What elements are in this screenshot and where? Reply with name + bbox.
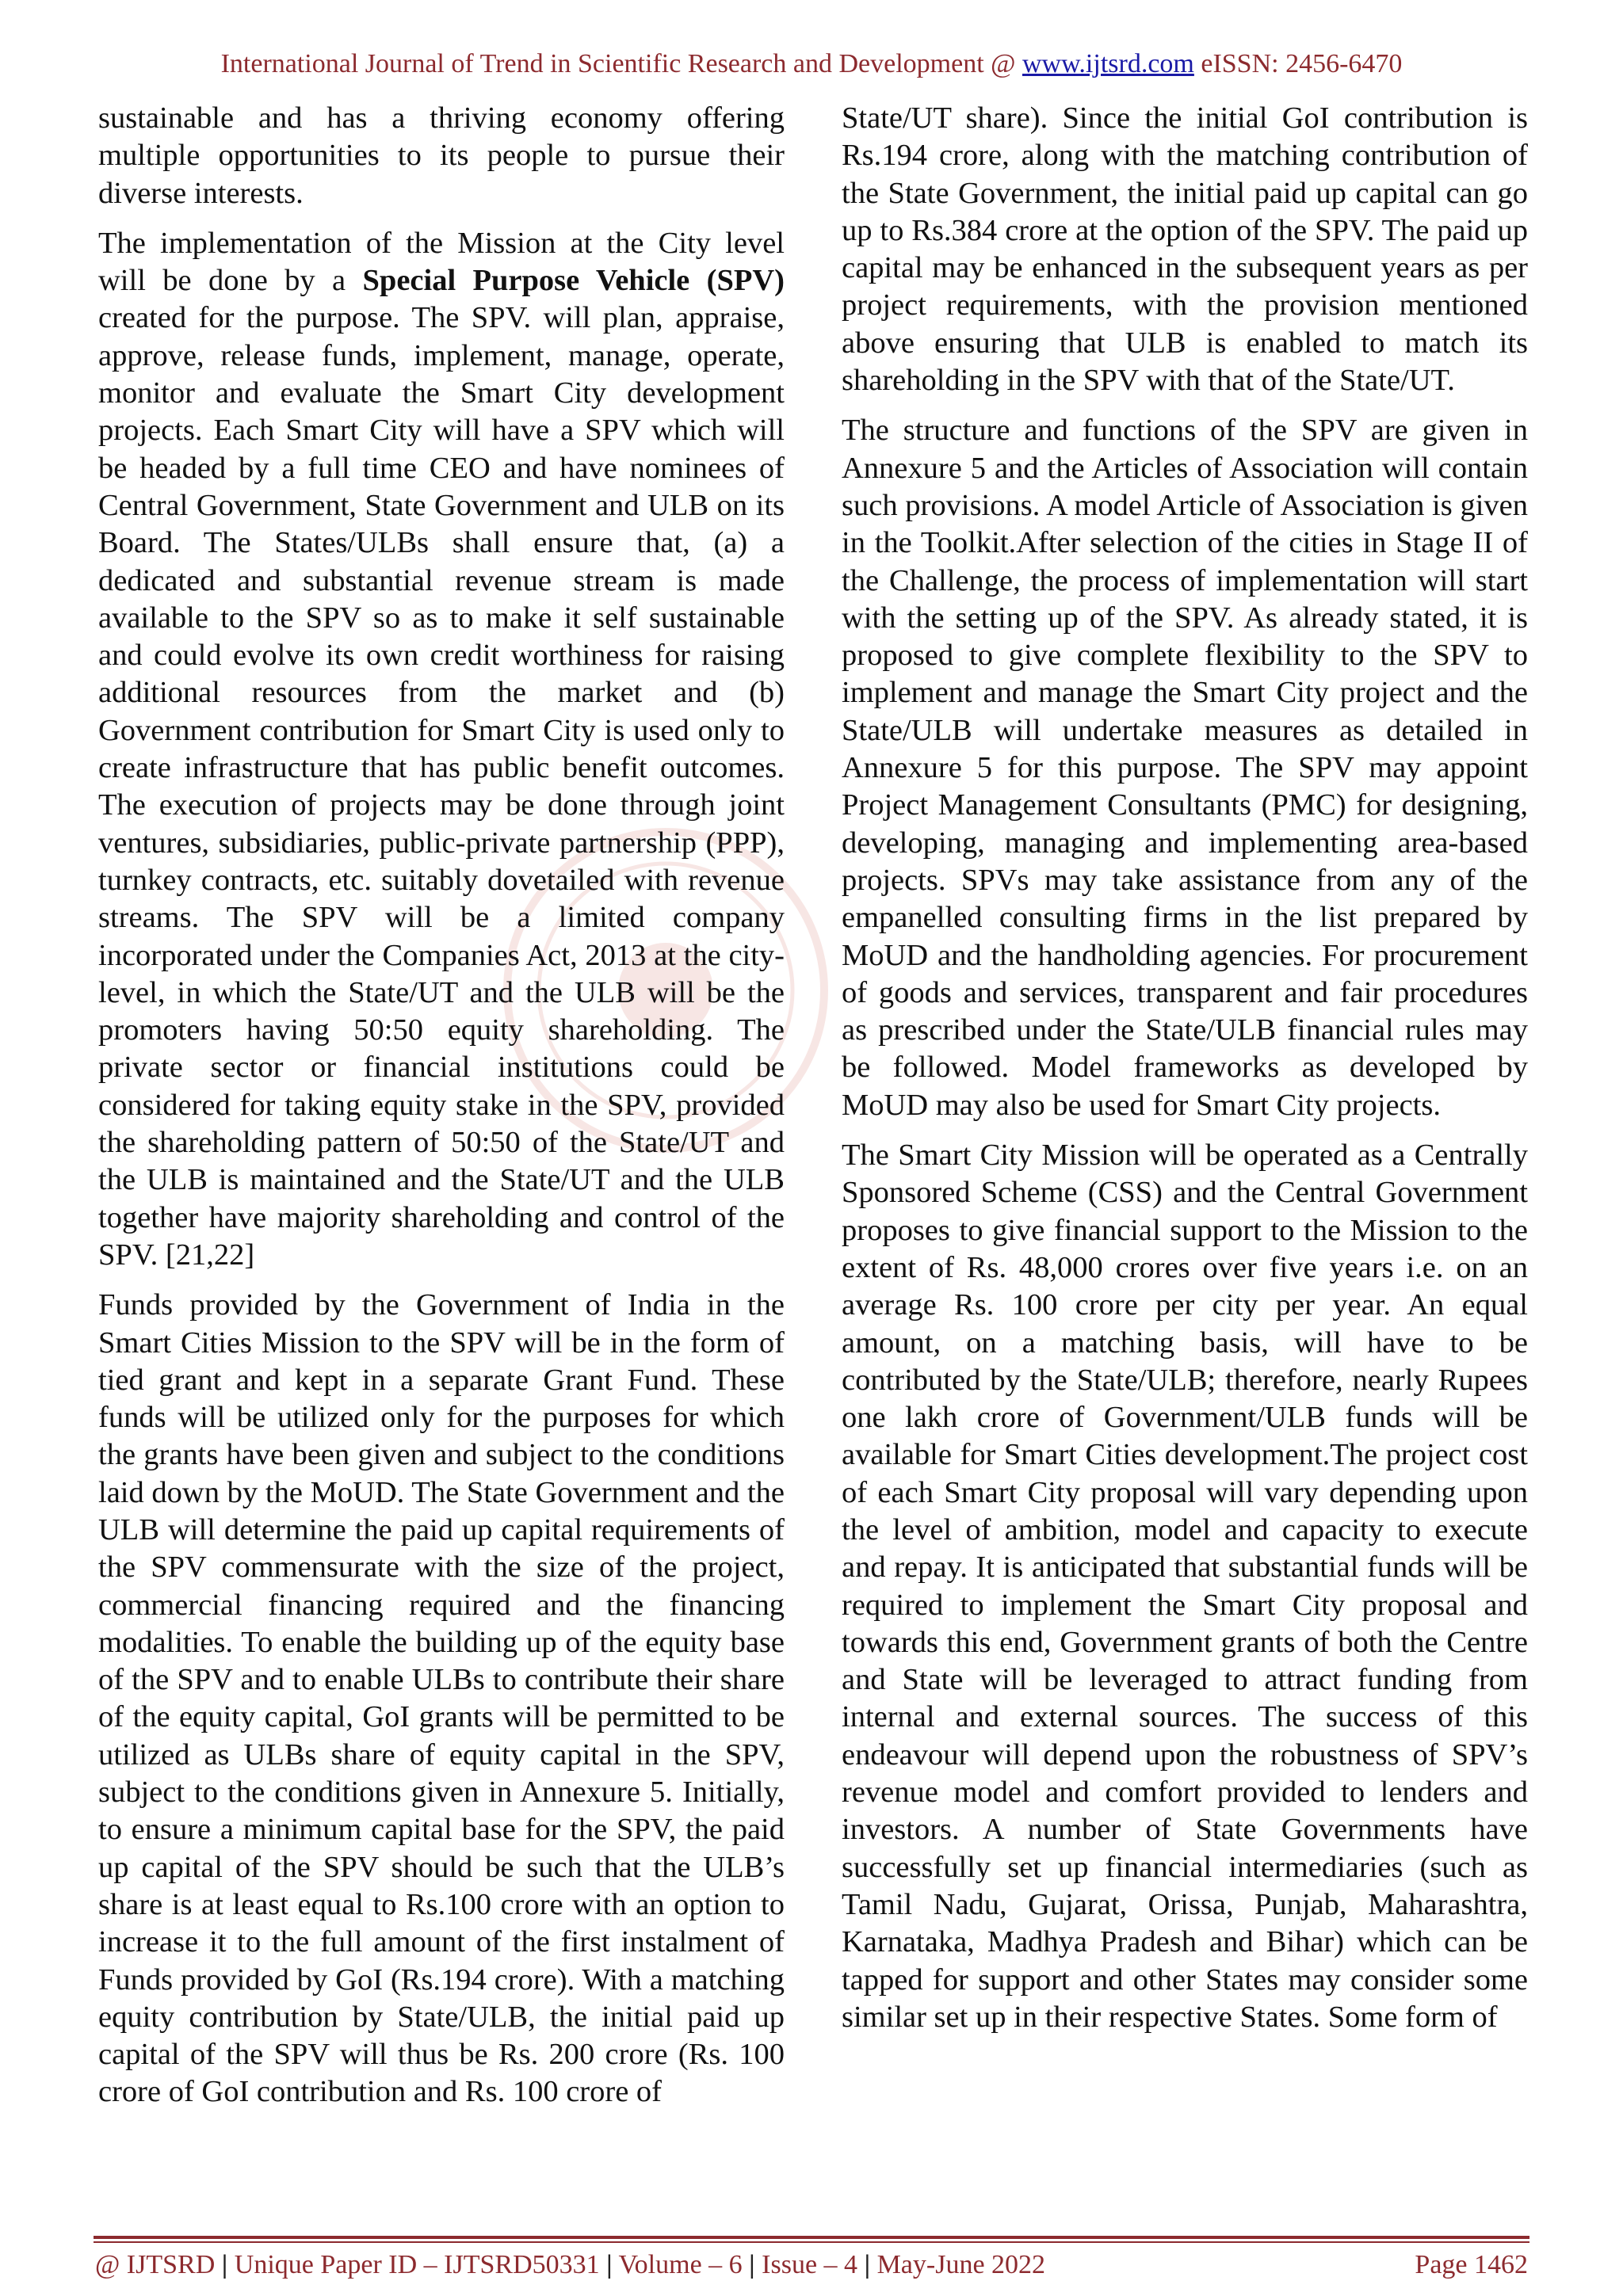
footer-separator: |	[864, 2250, 871, 2279]
paragraph: The structure and functions of the SPV are given in Annexure 5 and the Articles of Association will contain such provisions. A model Article of Association is given in the Toolkit.After selection of the cities in Stage II of the Challenge, the process of implementation will start with the setting up of the SPV. As already stated, it is proposed to give complete flexibility to the SPV to implement and manage the Smart City project and the State/ULB will undertake measures as detailed in Annexure 5 for this purpose. The SPV may appoint Project Management Consultants (PMC) for designing, developing, managing and implementing area-based projects. SPVs may take assistance from any of the empanelled consulting firms in the list prepared by MoUD and the handholding agencies. For procurement of goods and services, transparent and fair procedures as prescribed under the State/ULB financial rules may be followed. Model frameworks as developed by MoUD may also be used for Smart City projects.	[842, 414, 1528, 1122]
footer-divider	[94, 2236, 1529, 2239]
page-number: Page 1462	[1415, 2250, 1528, 2279]
paragraph: Funds provided by the Government of India in the Smart Cities Mission to the SPV will be in the form of tied grant and kept in a separate Grant Fund. These funds will be utilized only for the purposes for which the grants have been given and subject to the conditions laid down by the MoUD. The State Government and the ULB will determine the paid up capital requirements of the SPV commensurate with the size of the project, commercial financing required and the financing modalities. To enable the building up of the equity base of the SPV and to enable ULBs to contribute their share of the equity capital, GoI grants will be permitted to be utilized as ULBs share of equity capital in the SPV, subject to the conditions given in Annexure 5. Initially, to ensure a minimum capital base for the SPV, the paid up capital of the SPV should be such that the ULB’s share is at least equal to Rs.100 crore with an option to increase it to the full amount of the first instalment of Funds provided by GoI (Rs.194 crore). With a matching equity contribution by State/ULB, the initial paid up capital of the SPV will thus be Rs. 200 crore (Rs. 100 crore of GoI contribution and Rs. 100 crore of	[98, 1288, 785, 2109]
paragraph: State/UT share). Since the initial GoI contribution is Rs.194 crore, along with the matching contribution of the State Government, the initial paid up capital can go up to Rs.384 crore at the option of the SPV. The paid up capital may be enhanced in the subsequent years as per project requirements, with the provision mentioned above ensuring that ULB is enabled to match its shareholding in the SPV with that of the State/UT.	[842, 101, 1528, 398]
paragraph: The Smart City Mission will be operated as a Centrally Sponsored Scheme (CSS) and the Central Government proposes to give financial support to the Mission to the extent of Rs. 48,000 crores over five years i.e. on an average Rs. 100 crore per city per year. An equal amount, on a matching basis, will have to be contributed by the State/ULB; therefore, nearly Rupees one lakh crore of Government/ULB funds will be available for Smart Cities development.The project cost of each Smart City proposal will vary depending upon the level of ambition, model and capacity to execute and repay. It is anticipated that substantial funds will be required to implement the Smart City proposal and towards this end, Government grants of both the Centre and State will be leveraged to attract funding from internal and external sources. The success of this endeavour will depend upon the robustness of SPV’s revenue model and comfort provided to lenders and investors. A number of State Governments have successfully set up financial intermediaries (such as Tamil Nadu, Gujarat, Orissa, Punjab, Maharashtra, Karnataka, Madhya Pradesh and Bihar) which can be tapped for support and other States may consider some similar set up in their respective States. Some form of	[842, 1138, 1528, 2034]
footer-date: May-June 2022	[876, 2250, 1046, 2279]
footer-separator: |	[606, 2250, 613, 2279]
footer-separator: |	[749, 2250, 755, 2279]
footer-separator: |	[221, 2250, 228, 2279]
footer-divider	[94, 2241, 1529, 2243]
footer-volume: Volume – 6	[618, 2250, 743, 2279]
paragraph: The implementation of the Mission at the City level will be done by a Special Purpose Vehicle (SPV) created for the purpose. The SPV. will plan, appraise, approve, release funds, implement, manage, operate, monitor and evaluate the Smart City development projects. Each Smart City will have a SPV which will be headed by a full time CEO and have nominees of Central Government, State Government and ULB on its Board. The States/ULBs shall ensure that, (a) a dedicated and substantial revenue stream is made available to the SPV so as to make it self sustainable and could evolve its own credit worthiness for raising additional resources from the market and (b) Government contribution for Smart City is used only to create infrastructure that has public benefit outcomes. The execution of projects may be done through joint ventures, subsidiaries, public-private partnership (PPP), turnkey contracts, etc. suitably dovetailed with revenue streams. The SPV will be a limited company incorporated under the Companies Act, 2013 at the city-level, in which the State/UT and the ULB will be the promoters having 50:50 equity shareholding. The private sector or financial institutions could be considered for taking equity stake in the SPV, provided the shareholding pattern of 50:50 of the State/UT and the ULB is maintained and the State/UT and the ULB together have majority shareholding and control of the SPV. [21,22]	[98, 226, 785, 1272]
left-column	[98, 100, 785, 2124]
footer-paper-id: Unique Paper ID – IJTSRD50331	[234, 2250, 600, 2279]
journal-url-link[interactable]: www.ijtsrd.com	[1022, 49, 1194, 78]
journal-issn: eISSN: 2456-6470	[1201, 49, 1403, 78]
paragraph: sustainable and has a thriving economy offering multiple opportunities to its people to pursue their diverse interests.	[98, 101, 785, 210]
running-header	[0, 49, 1623, 79]
right-column	[842, 100, 1528, 2049]
footer-issue: Issue – 4	[762, 2250, 858, 2279]
journal-title: International Journal of Trend in Scientific Research and Development @	[220, 49, 1016, 78]
spv-term: Special Purpose Vehicle (SPV)	[362, 264, 785, 298]
footer-journal: @ IJTSRD	[95, 2250, 216, 2279]
running-footer	[95, 2250, 1528, 2280]
